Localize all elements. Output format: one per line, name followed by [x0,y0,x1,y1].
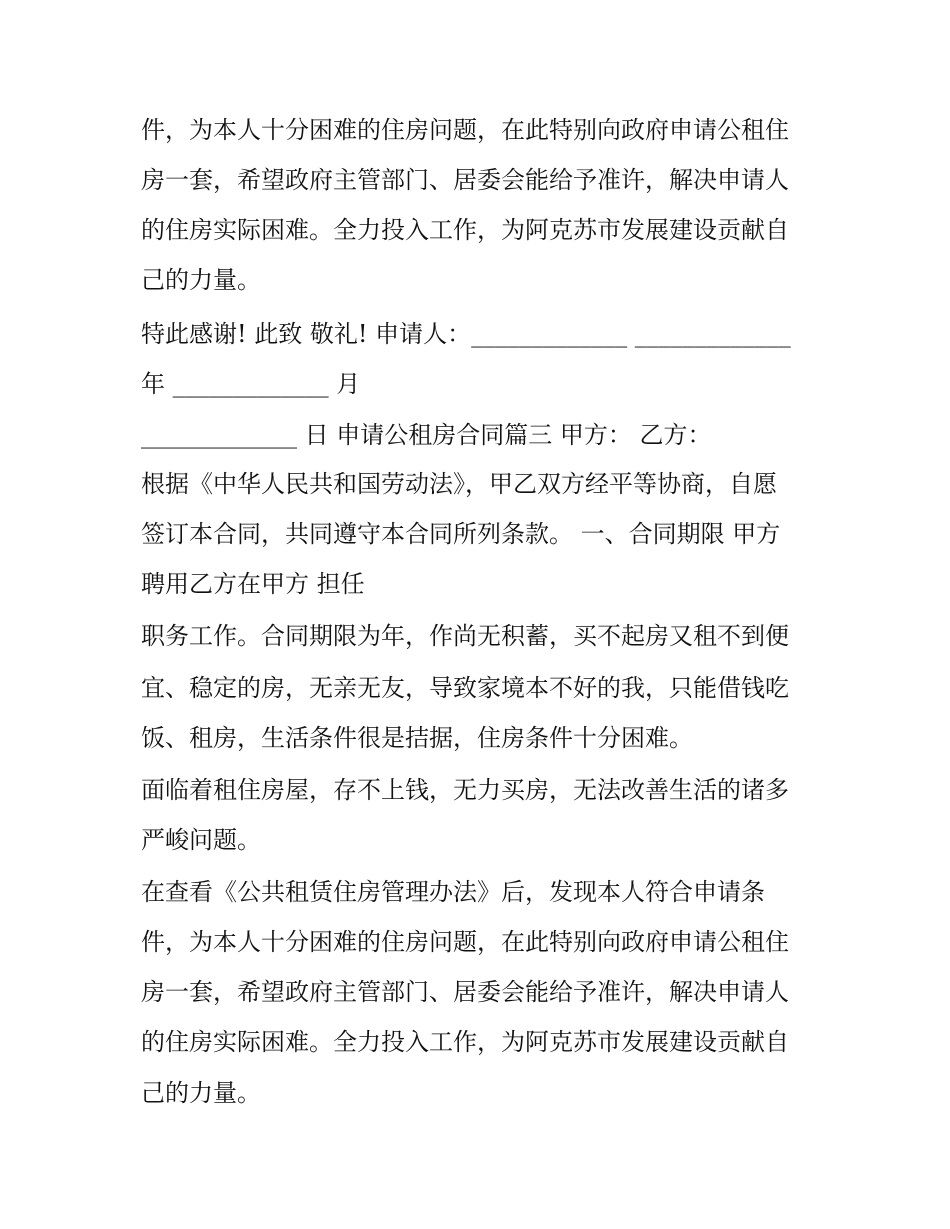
text-line: _____________ 日 申请公租房合同篇三 甲方： 乙方： [141,421,712,449]
text-line: 件，为本人十分困难的住房问题，在此特别向政府申请公租住 [141,116,789,144]
text-line: 房一套，希望政府主管部门、居委会能给予准许，解决申请人 [141,978,789,1006]
text-line: 根据《中华人民共和国劳动法》，甲乙双方经平等协商，自愿 [141,470,777,498]
text-line: 件，为本人十分困难的住房问题，在此特别向政府申请公租住 [141,928,789,956]
text-line: 己的力量。 [141,266,261,294]
text-line: 年 _____________ 月 [141,370,361,398]
text-line: 严峻问题。 [141,826,261,854]
text-line: 的住房实际困难。全力投入工作，为阿克苏市发展建设贡献自 [141,1028,789,1056]
text-line: 的住房实际困难。全力投入工作，为阿克苏市发展建设贡献自 [141,216,789,244]
text-line: 在查看《公共租赁住房管理办法》后，发现本人符合申请条 [141,878,765,906]
text-line: 饭、租房，生活条件很是拮据，住房条件十分困难。 [141,724,693,752]
text-line: 签订本合同，共同遵守本合同所列条款。 一、合同期限 甲方 [141,520,781,548]
text-line: 职务工作。合同期限为年，作尚无积蓄，买不起房又租不到便 [141,622,789,650]
text-line: 特此感谢! 此致 敬礼! 申请人：_____________ _____________ [141,320,791,348]
text-line: 面临着租住房屋，存不上钱，无力买房，无法改善生活的诸多 [141,776,789,804]
text-line: 宜、稳定的房，无亲无友，导致家境本不好的我，只能借钱吃 [141,674,789,702]
text-line: 房一套，希望政府主管部门、居委会能给予准许，解决申请人 [141,166,789,194]
text-line: 聘用乙方在甲方 担任 [141,570,365,598]
text-line: 己的力量。 [141,1079,261,1107]
